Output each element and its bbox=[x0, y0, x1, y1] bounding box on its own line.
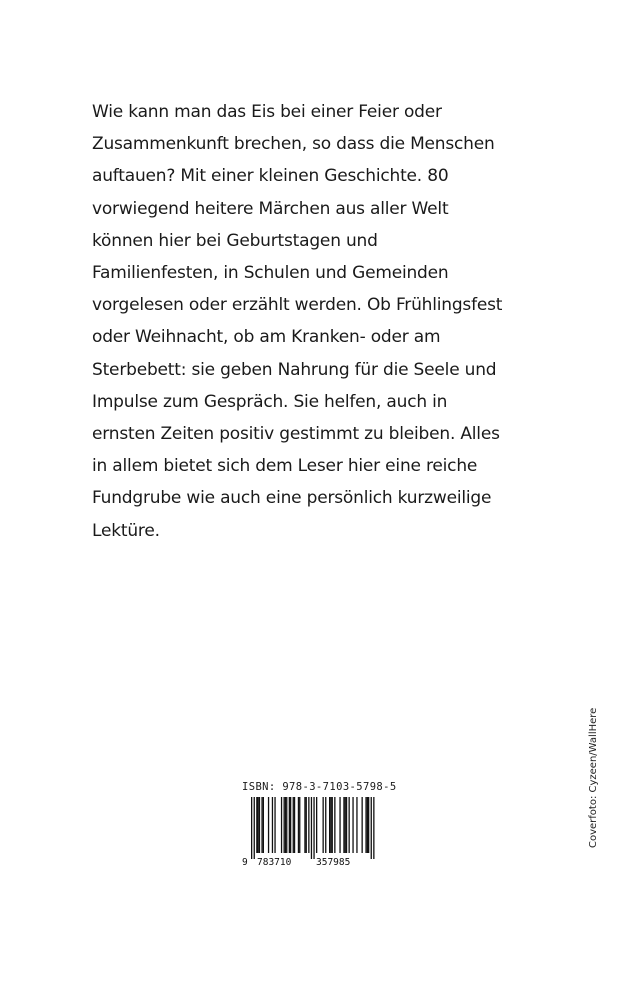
barcode-bar bbox=[362, 797, 363, 853]
barcode-icon bbox=[238, 797, 378, 869]
barcode-bar bbox=[345, 797, 346, 853]
barcode-bar bbox=[323, 797, 324, 853]
blurb-line: Lektüre. bbox=[92, 520, 160, 541]
barcode-bar bbox=[306, 797, 307, 853]
barcode-bar bbox=[343, 797, 344, 853]
barcode-bar bbox=[256, 797, 257, 853]
blurb-line: in allem bietet sich dem Leser hier eine reiche bbox=[92, 456, 478, 477]
barcode-bar bbox=[272, 797, 273, 853]
blurb-line: ernsten Zeiten positiv gestimmt zu bleiben. Alles bbox=[92, 424, 500, 445]
barcode-bar bbox=[251, 797, 252, 859]
barcode-bar bbox=[286, 797, 287, 853]
barcode-bar bbox=[368, 797, 369, 853]
blurb-line: auftauen? Mit einer kleinen Geschichte. 80 bbox=[92, 166, 449, 187]
barcode-bar bbox=[293, 797, 294, 853]
barcode-bar bbox=[284, 797, 285, 853]
blurb-line: vorwiegend heitere Märchen aus aller Welt bbox=[92, 198, 449, 219]
barcode-bar bbox=[316, 797, 317, 853]
barcode-bar bbox=[339, 797, 340, 853]
blurb-line: Familienfesten, in Schulen und Gemeinden bbox=[92, 263, 449, 284]
barcode-bar bbox=[298, 797, 299, 853]
blurb-line: vorgelesen oder erzählt werden. Ob Frühlingsfest bbox=[92, 295, 503, 316]
blurb-line: Zusammenkunft brechen, so dass die Menschen bbox=[92, 134, 495, 155]
barcode-bar bbox=[346, 797, 347, 853]
ean-left-group: 783710 bbox=[257, 857, 292, 868]
barcode-bar bbox=[259, 797, 260, 853]
barcode-bar bbox=[371, 797, 372, 859]
isbn-barcode bbox=[238, 781, 397, 869]
blurb-line: oder Weihnacht, ob am Kranken- oder am bbox=[92, 327, 441, 348]
blurb-line: können hier bei Geburtstagen und bbox=[92, 230, 378, 251]
ean-right-group: 357985 bbox=[316, 857, 351, 868]
blurb-line: Impulse zum Gespräch. Sie helfen, auch in bbox=[92, 391, 448, 412]
barcode-bar bbox=[263, 797, 264, 853]
isbn-label: ISBN: 978-3-7103-5798-5 bbox=[242, 781, 397, 793]
barcode-bar bbox=[261, 797, 262, 853]
blurb-line: Wie kann man das Eis bei einer Feier oder bbox=[92, 102, 442, 122]
barcode-bar bbox=[258, 797, 259, 853]
barcode-bar bbox=[332, 797, 333, 853]
barcode-bar bbox=[304, 797, 305, 853]
barcode-bar bbox=[373, 797, 374, 859]
barcode-bar bbox=[352, 797, 353, 853]
blurb-line: Fundgrube wie auch eine persönlich kurzweilige bbox=[92, 488, 492, 509]
barcode-bar bbox=[329, 797, 330, 853]
barcode-bar bbox=[330, 797, 331, 853]
barcode-bar bbox=[268, 797, 269, 853]
barcode-bar bbox=[356, 797, 357, 853]
barcode-bar bbox=[285, 797, 286, 853]
barcode-bar bbox=[313, 797, 314, 859]
barcode-bar bbox=[334, 797, 335, 853]
barcode-bar bbox=[365, 797, 366, 853]
blurb-line: Sterbebett: sie geben Nahrung für die Seele und bbox=[92, 359, 497, 380]
barcode-bar bbox=[311, 797, 312, 859]
barcode-bar bbox=[290, 797, 291, 853]
back-cover-blurb bbox=[92, 96, 532, 547]
barcode-bar bbox=[254, 797, 255, 859]
cover-photo-credit: Coverfoto: Cyzeen/WallHere bbox=[588, 707, 599, 848]
barcode-bars bbox=[251, 797, 375, 859]
barcode-bar bbox=[367, 797, 368, 853]
barcode-bar bbox=[325, 797, 326, 853]
barcode-bar bbox=[308, 797, 309, 853]
barcode-bar bbox=[274, 797, 275, 853]
barcode-bar bbox=[349, 797, 350, 853]
barcode-bar bbox=[281, 797, 282, 853]
barcode-bar bbox=[289, 797, 290, 853]
barcode-bar bbox=[299, 797, 300, 853]
ean-first-digit: 9 bbox=[242, 857, 248, 868]
barcode-bar bbox=[294, 797, 295, 853]
